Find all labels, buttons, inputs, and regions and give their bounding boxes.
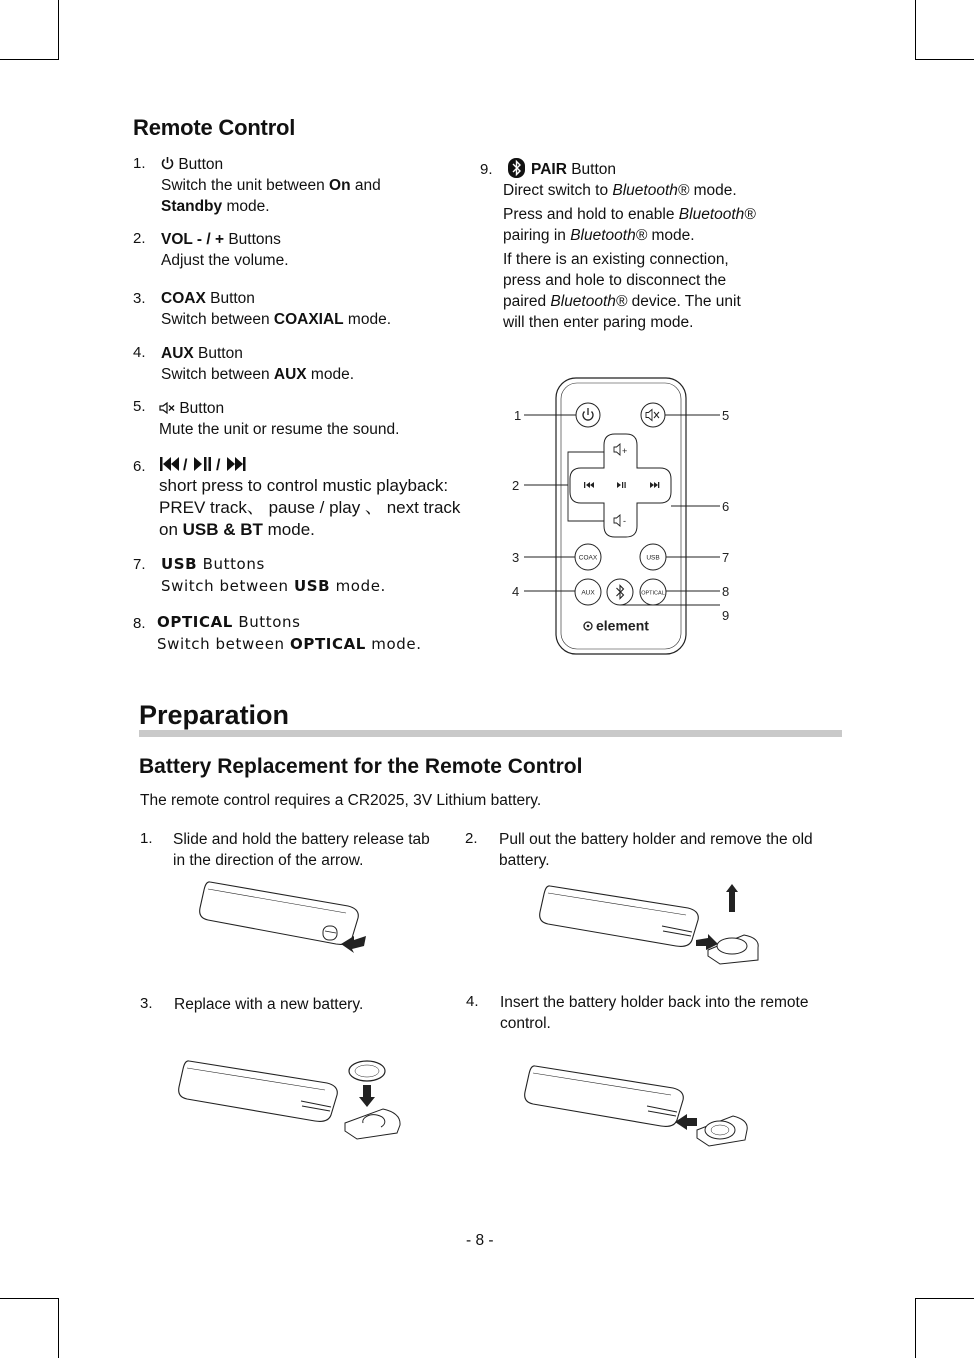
callout-5: 5 bbox=[722, 408, 730, 423]
item-number: 2. bbox=[133, 230, 146, 247]
next-track-icon bbox=[227, 457, 246, 471]
step-2: Pull out the battery holder and remove the old battery. bbox=[499, 831, 813, 869]
step4-illustration bbox=[521, 1060, 753, 1150]
crop-mark bbox=[915, 59, 974, 60]
item-7: USB Buttons Switch between USB mode. bbox=[161, 555, 386, 595]
step-number: 4. bbox=[466, 993, 479, 1010]
item-4: AUX Button Switch between AUX mode. bbox=[161, 345, 354, 383]
step2-illustration bbox=[536, 880, 772, 972]
step-1: Slide and hold the battery release tab in the direction of the arrow. bbox=[173, 831, 430, 869]
item-8: OPTICAL Buttons Switch between OPTICAL mode. bbox=[157, 613, 422, 653]
svg-text:AUX: AUX bbox=[581, 589, 595, 597]
callout-6: 6 bbox=[722, 499, 730, 514]
item-3: COAX Button Switch between COAXIAL mode. bbox=[161, 290, 392, 328]
section-divider bbox=[139, 730, 842, 737]
section-title: Remote Control bbox=[133, 115, 296, 140]
mute-icon bbox=[159, 402, 175, 414]
playback-icons bbox=[160, 456, 250, 476]
item-number: 3. bbox=[133, 290, 146, 307]
step-number: 3. bbox=[140, 995, 153, 1012]
remote-diagram bbox=[500, 370, 760, 660]
crop-mark bbox=[58, 0, 59, 60]
item-number: 5. bbox=[133, 398, 146, 415]
svg-text:COAX: COAX bbox=[578, 554, 598, 562]
crop-mark bbox=[0, 59, 59, 60]
step-number: 1. bbox=[140, 830, 153, 847]
brand-logo: element bbox=[596, 617, 649, 634]
callout-9: 9 bbox=[722, 608, 730, 623]
item-number: 4. bbox=[133, 344, 146, 361]
crop-mark bbox=[58, 1298, 59, 1358]
svg-text:/: / bbox=[216, 457, 221, 472]
arrow-down-icon bbox=[359, 1085, 375, 1107]
arrow-up-icon bbox=[726, 884, 738, 912]
item-number: 8. bbox=[133, 615, 146, 632]
prev-track-icon bbox=[160, 457, 179, 471]
svg-text:OPTICAL: OPTICAL bbox=[641, 590, 665, 597]
callout-3: 3 bbox=[512, 550, 520, 565]
callout-8: 8 bbox=[722, 584, 730, 599]
play-pause-icon bbox=[194, 457, 211, 471]
item-6: short press to control mustic playback: PREV track、 pause / play 、 next track on USB & BT mode. bbox=[159, 476, 461, 539]
crop-mark bbox=[0, 1298, 59, 1299]
svg-text:USB: USB bbox=[646, 554, 660, 562]
callout-1: 1 bbox=[514, 408, 522, 423]
item-1: Button Switch the unit between On and Standby mode. bbox=[161, 156, 381, 215]
step-3: Replace with a new battery. bbox=[174, 996, 364, 1013]
item-number: 1. bbox=[133, 155, 146, 172]
svg-text:+: + bbox=[622, 446, 628, 456]
item-9: PAIR Button Direct switch to Bluetooth® mode. Press and hold to enable Bluetooth® pairing in Bluetooth® mode. If there is an existing connection, press and hole to disconnect the paired Bluetooth® device. The unit will then enter paring mode. bbox=[503, 161, 756, 331]
step-4: Insert the battery holder back into the remote control. bbox=[500, 994, 809, 1032]
crop-mark bbox=[915, 0, 916, 60]
callout-4: 4 bbox=[512, 584, 520, 599]
item-number: 9. bbox=[480, 161, 493, 178]
battery-icon bbox=[349, 1061, 385, 1081]
svg-text:/: / bbox=[183, 457, 188, 472]
item-number: 7. bbox=[133, 556, 146, 573]
crop-mark bbox=[915, 1298, 916, 1358]
battery-subtitle: Battery Replacement for the Remote Control bbox=[139, 755, 583, 778]
battery-intro: The remote control requires a CR2025, 3V Lithium battery. bbox=[140, 792, 542, 809]
step1-illustration bbox=[196, 876, 372, 960]
item-number: 6. bbox=[133, 458, 146, 475]
step-number: 2. bbox=[465, 830, 478, 847]
item-5: Button Mute the unit or resume the sound. bbox=[159, 400, 400, 438]
preparation-title: Preparation bbox=[139, 700, 290, 730]
crop-mark bbox=[915, 1298, 974, 1299]
remote-mute-button bbox=[641, 403, 665, 427]
item-2: VOL - / + Buttons Adjust the volume. bbox=[161, 231, 289, 269]
page-number: - 8 - bbox=[466, 1232, 494, 1249]
callout-7: 7 bbox=[722, 550, 730, 565]
power-icon bbox=[161, 156, 174, 170]
callout-2: 2 bbox=[512, 478, 520, 493]
svg-text:-: - bbox=[623, 516, 626, 526]
step3-illustration bbox=[175, 1055, 410, 1141]
battery-icon bbox=[705, 1121, 735, 1139]
